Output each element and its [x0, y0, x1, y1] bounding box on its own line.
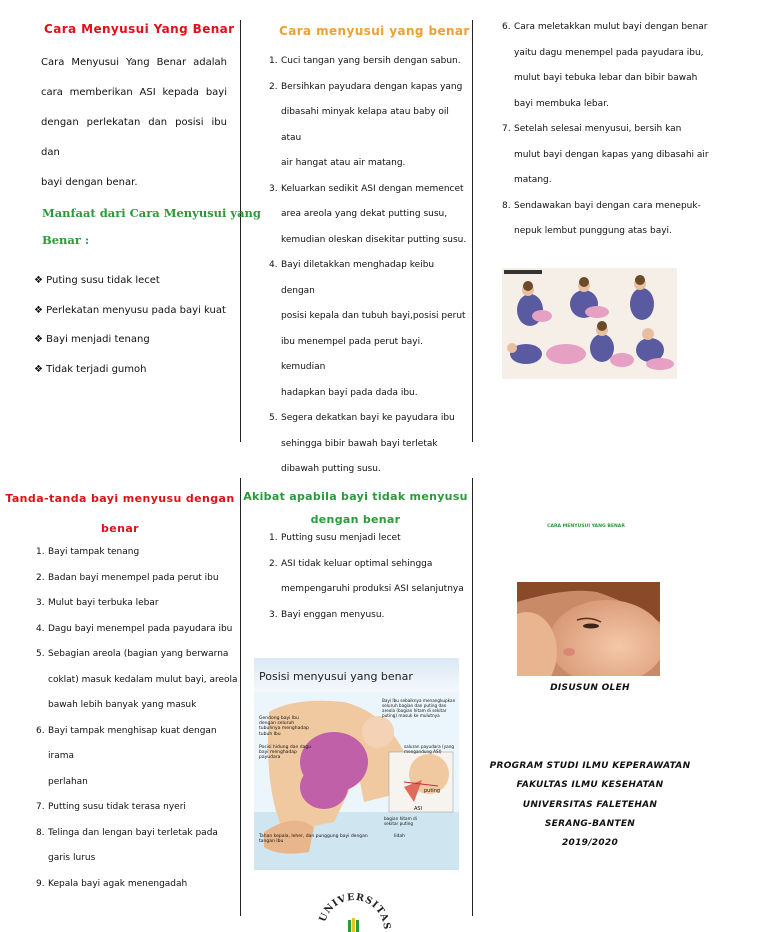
university-logo: [316, 890, 392, 932]
panel1-title: Cara Menyusui Yang Benar: [44, 22, 235, 36]
list-number: 2.: [269, 81, 278, 92]
panel3-steps: [476, 15, 768, 245]
panel5-title-line: Akibat apabila bayi tidak menyusu: [243, 490, 468, 503]
benefits-title: [42, 200, 261, 254]
list-item-line: [476, 168, 768, 194]
list-text: garis lurus: [48, 853, 96, 863]
list-text: sehingga bibir bawah bayi terletak: [281, 438, 438, 449]
panel5-title: [243, 485, 468, 531]
list-item-line: [243, 75, 468, 101]
benefits-list: [34, 266, 226, 384]
list-text: Cuci tangan yang bersih dengan sabun.: [281, 56, 461, 66]
list-number: 6.: [36, 725, 45, 736]
institution-line: FAKULTAS ILMU KESEHATAN: [516, 780, 664, 791]
list-text: yaitu dagu menempel pada payudara ibu,: [514, 47, 704, 58]
list-text: Sebagian areola (bagian yang berwarna: [48, 649, 229, 659]
list-text: dibasahi minyak kelapa atau baby oil atau: [281, 107, 449, 143]
diagram-label-areola: bagian hitam di sekitar puting: [384, 816, 417, 826]
list-number: 2.: [269, 558, 278, 569]
list-number: 2.: [36, 572, 45, 583]
cover-title: CARA MENYUSUI YANG BENAR: [547, 524, 625, 529]
list-number: 1.: [269, 533, 278, 543]
list-item-line: [10, 617, 238, 643]
list-text: Putting susu menjadi lecet: [281, 533, 401, 543]
list-number: 8.: [502, 200, 511, 211]
diagram-label-right1: saluran payudara (yang mengandung ASI): [404, 744, 455, 754]
panel2-steps: [243, 49, 468, 483]
list-number: 3.: [269, 183, 278, 194]
list-item-line: [243, 202, 468, 228]
list-item-line: [243, 603, 468, 629]
list-number: 1.: [269, 56, 278, 66]
list-number: 5.: [269, 413, 278, 423]
list-item-line: [243, 526, 468, 552]
list-item-line: [243, 253, 468, 304]
list-item-line: [10, 668, 238, 694]
benefits-title-line: Manfaat dari Cara Menyusui yang: [42, 206, 261, 220]
list-text: coklat) masuk kedalam mulut bayi, areola: [48, 674, 238, 685]
list-item-line: [476, 41, 768, 67]
benefit-text: Puting susu tidak lecet: [46, 275, 160, 286]
diagram-label-puting: puting: [424, 788, 441, 794]
list-text: mulut bayi dengan kapas yang dibasahi air: [514, 149, 709, 160]
list-item-line: [243, 577, 468, 603]
disusun-oleh: DISUSUN OLEH: [550, 683, 630, 693]
list-item-line: [243, 304, 468, 330]
diamond-bullet-icon: ❖: [34, 275, 47, 286]
list-text: kemudian oleskan disekitar putting susu.: [281, 234, 467, 245]
divider-bottom-right: [472, 478, 473, 916]
diamond-bullet-icon: ❖: [34, 334, 47, 346]
list-text: Kepala bayi agak menengadah: [48, 878, 188, 889]
list-text: Dagu bayi menempel pada payudara ibu: [48, 623, 233, 634]
list-text: area areola yang dekat putting susu,: [281, 209, 448, 219]
list-number: 1.: [36, 547, 45, 557]
list-number: 7.: [36, 802, 45, 812]
list-item-line: [10, 642, 238, 668]
list-number: 9.: [36, 878, 45, 889]
list-item: [34, 266, 226, 296]
institution-line: 2019/2020: [561, 838, 619, 849]
list-number: 3.: [36, 598, 45, 608]
list-text: Bayi enggan menyusu.: [281, 609, 385, 620]
list-number: 4.: [36, 623, 45, 634]
list-text: ASI tidak keluar optimal sehingga: [281, 558, 433, 569]
benefit-text: Bayi menjadi tenang: [46, 334, 150, 346]
list-text: bayi membuka lebar.: [514, 98, 609, 109]
intro-line: cara memberikan ASI kepada bayi: [41, 87, 227, 98]
list-text: Segera dekatkan bayi ke payudara ibu: [281, 413, 455, 423]
list-text: bawah lebih banyak yang masuk: [48, 700, 197, 710]
list-item-line: [243, 330, 468, 381]
institution-line: UNIVERSITAS FALETEHAN: [522, 799, 658, 810]
breastfeeding-position-diagram: [254, 658, 459, 870]
divider-top-right: [472, 20, 473, 442]
list-text: posisi kepala dan tubuh bayi,posisi perut: [281, 311, 466, 321]
list-text: Sendawakan bayi dengan cara menepuk-: [514, 200, 701, 211]
list-text: mempengaruhi produksi ASI selanjutnya: [281, 584, 464, 594]
list-text: matang.: [514, 175, 552, 185]
list-text: mulut bayi tebuka lebar dan bibir bawah: [514, 73, 698, 83]
list-item: [34, 325, 226, 355]
list-item-line: [10, 821, 238, 847]
panel5-title-line: dengan benar: [310, 513, 401, 526]
list-number: 5.: [36, 649, 45, 659]
list-item-line: [243, 552, 468, 578]
panel4-title: [0, 484, 240, 544]
list-text: Mulut bayi terbuka lebar: [48, 598, 159, 608]
list-item-line: [243, 49, 468, 75]
list-item-line: [243, 228, 468, 254]
list-item-line: [243, 457, 468, 483]
diagram-label-top-right: Bayi Ibu sebaiknya menangkupkan seluruh bagian dan puting dan areola (bagian hitam di sekitar puting) masuk ke mulutnya: [382, 698, 456, 718]
list-item-line: [243, 406, 468, 432]
diagram-label-left2: Posisi hidung dan dagu bayi menghadap payudara: [259, 745, 312, 761]
list-item-line: [10, 795, 238, 821]
list-item-line: [476, 117, 768, 143]
diamond-bullet-icon: ❖: [34, 363, 47, 375]
intro-line: dengan perlekatan dan posisi ibu dan: [41, 117, 227, 158]
list-item-line: [476, 219, 768, 245]
benefit-text: Tidak terjadi gumoh: [46, 363, 147, 375]
list-number: 4.: [269, 260, 278, 270]
list-item-line: [243, 432, 468, 458]
list-item-line: [243, 151, 468, 177]
diagram-label-bottom: Tahan kepala, leher, dan punggung bayi dengan tangan Ibu: [259, 834, 368, 845]
list-item-line: [476, 194, 768, 220]
list-text: dibawah putting susu.: [281, 464, 381, 474]
list-text: Badan bayi menempel pada perut ibu: [48, 572, 219, 583]
list-number: 6.: [502, 22, 511, 32]
list-text: Putting susu tidak terasa nyeri: [48, 802, 186, 812]
list-item-line: [10, 566, 238, 592]
institution-line: PROGRAM STUDI ILMU KEPERAWATAN: [489, 761, 691, 771]
diagram-label-lidah: lidah: [394, 834, 405, 839]
list-text: Bersihkan payudara dengan kapas yang: [281, 81, 463, 92]
list-item-line: [10, 846, 238, 872]
intro-line: bayi dengan benar.: [41, 177, 138, 188]
list-text: Keluarkan sedikit ASI dengan memencet: [281, 183, 464, 194]
list-number: 8.: [36, 827, 45, 838]
list-item-line: [243, 100, 468, 151]
list-item-line: [243, 177, 468, 203]
list-text: Cara meletakkan mulut bayi dengan benar: [514, 22, 708, 32]
list-item-line: [476, 92, 768, 118]
breastfeeding-positions-image: [502, 268, 677, 379]
diagram-label-asi: ASI: [414, 806, 423, 812]
list-text: ibu menempel pada perut bayi. kemudian: [281, 336, 423, 372]
list-text: Bayi tampak tenang: [48, 547, 140, 557]
panel5-list: [243, 526, 468, 628]
list-item-line: [243, 381, 468, 407]
institution-line: SERANG-BANTEN: [544, 818, 636, 829]
panel2-title: Cara menyusui yang benar: [279, 24, 470, 38]
list-item-line: [10, 540, 238, 566]
list-item-line: [476, 66, 768, 92]
benefits-title-line: Benar :: [42, 233, 90, 247]
institution-block: [476, 757, 704, 853]
divider-bottom-left: [240, 478, 241, 916]
panel1-intro: [41, 48, 227, 198]
list-item: [34, 296, 226, 326]
list-item-line: [10, 872, 238, 898]
list-text: Setelah selesai menyusui, bersih kan: [514, 124, 682, 134]
list-text: Bayi diletakkan menghadap keibu dengan: [281, 260, 435, 296]
list-number: 3.: [269, 609, 278, 620]
panel4-title-line: Tanda-tanda bayi menyusu dengan: [5, 492, 235, 505]
list-text: perlahan: [48, 776, 88, 787]
benefit-text: Perlekatan menyusu pada bayi kuat: [46, 304, 226, 316]
list-item-line: [476, 15, 768, 41]
list-text: Telinga dan lengan bayi terletak pada: [48, 827, 218, 838]
list-item-line: [10, 693, 238, 719]
list-item: [34, 355, 226, 385]
list-text: air hangat atau air matang.: [281, 158, 406, 168]
logo-arc-text: UNIVERSITAS: [317, 891, 392, 931]
intro-line: Cara Menyusui Yang Benar adalah: [41, 57, 227, 68]
list-item-line: [10, 719, 238, 770]
panel4-list: [10, 540, 238, 897]
list-item-line: [10, 770, 238, 796]
diamond-bullet-icon: ❖: [34, 304, 47, 316]
list-number: 7.: [502, 124, 511, 134]
cover-photo: [517, 582, 660, 676]
list-item-line: [10, 591, 238, 617]
panel4-title-line: benar: [100, 522, 139, 535]
list-text: nepuk lembut punggung atas bayi.: [514, 226, 672, 236]
diagram-title: Posisi menyusui yang benar: [259, 670, 413, 683]
list-item-line: [476, 143, 768, 169]
diagram-label-left1: Gendong bayi Ibu dengan seluruh tubuhnya menghadap tubuh Ibu: [259, 716, 309, 737]
list-text: Bayi tampak menghisap kuat dengan irama: [48, 725, 217, 761]
list-text: hadapkan bayi pada dada ibu.: [281, 387, 418, 398]
